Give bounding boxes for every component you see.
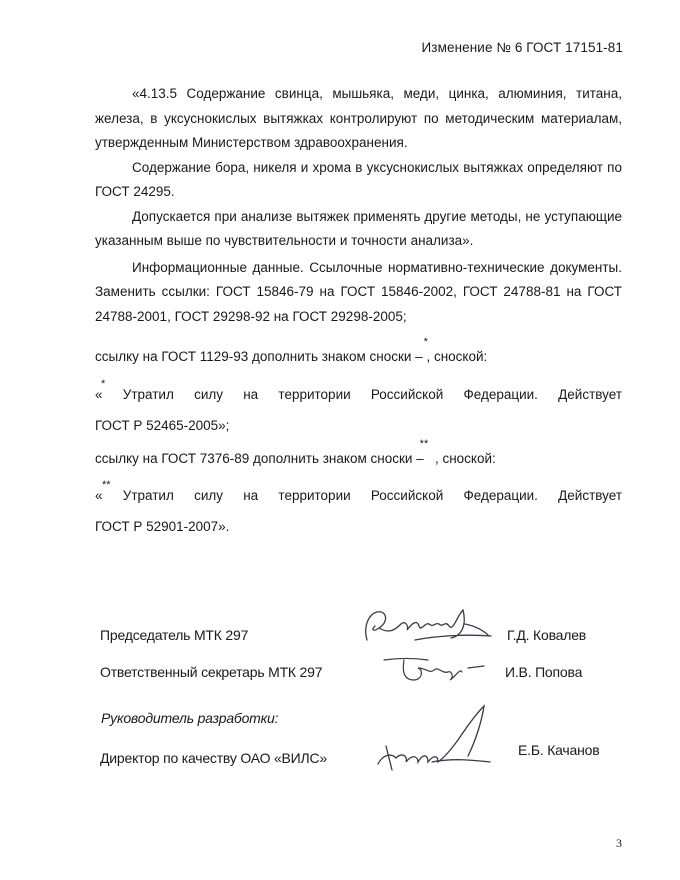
footnote-mark-2: ** bbox=[419, 438, 429, 450]
chair-name: Г.Д. Ковалев bbox=[507, 627, 587, 643]
secretary-label: Ответственный секретарь МТК 297 bbox=[100, 664, 323, 680]
footnote-2-continuation: ГОСТ Р 52901-2007». bbox=[95, 519, 230, 534]
footnote-1-continuation: ГОСТ Р 52465-2005»; bbox=[95, 418, 230, 433]
secretary-signature bbox=[378, 650, 488, 690]
footnote-1-mark: * bbox=[101, 378, 106, 390]
footnote-2-text: « Утратил силу на территории Российской Федерации. Действует bbox=[95, 488, 622, 503]
paragraph-boron: Содержание бора, никеля и хрома в уксуснокислых вытяжках определяют по ГОСТ 24295. bbox=[95, 159, 622, 199]
development-head-label: Руководитель разработки: bbox=[101, 710, 279, 726]
reference-1-text: ссылку на ГОСТ 1129-93 дополнить знаком сноски – bbox=[95, 349, 423, 364]
page-number: 3 bbox=[616, 836, 622, 850]
reference-line-2 bbox=[95, 438, 622, 466]
reference-line-1 bbox=[95, 336, 622, 364]
footnote-mark-1: * bbox=[423, 336, 428, 348]
reference-2-tail: , сноской: bbox=[434, 451, 496, 466]
paragraph-other-methods: Допускается при анализе вытяжек применять другие методы, не уступающие указанным выше по чувствительности и точности анализа». bbox=[95, 208, 622, 248]
reference-2-text: ссылку на ГОСТ 7376-89 дополнить знаком сноски – bbox=[95, 451, 424, 466]
secretary-name: И.В. Попова bbox=[505, 664, 583, 680]
director-signature bbox=[372, 700, 492, 780]
page-header: Изменение № 6 ГОСТ 17151-81 bbox=[421, 40, 623, 55]
reference-1-tail: , сноской: bbox=[426, 349, 488, 364]
chair-signature bbox=[355, 596, 495, 656]
footnote-1-text: « Утратил силу на территории Российской Федерации. Действует bbox=[95, 387, 622, 402]
chair-label: Председатель МТК 297 bbox=[100, 627, 249, 643]
director-name: Е.Б. Качанов bbox=[518, 742, 600, 758]
director-label: Директор по качеству ОАО «ВИЛС» bbox=[100, 750, 328, 766]
footnote-2-mark: ** bbox=[102, 479, 111, 491]
paragraph-4-13-5: «4.13.5 Содержание свинца, мышьяка, меди, цинка, алюминия, титана, железа, в уксуснокислых вытяжках контролируют по методическим материалам, утвержденным Министерством здравоохранения. bbox=[95, 86, 622, 150]
paragraph-info-data: Информационные данные. Ссылочные нормативно-технические документы. Заменить ссылки: ГОСТ 15846-79 на ГОСТ 15846-2002, ГОСТ 24788-81 на ГОСТ 24788-2001, ГОСТ 29298-92 на ГОСТ 29298-2005; bbox=[95, 259, 622, 324]
amendment-text bbox=[95, 82, 622, 329]
